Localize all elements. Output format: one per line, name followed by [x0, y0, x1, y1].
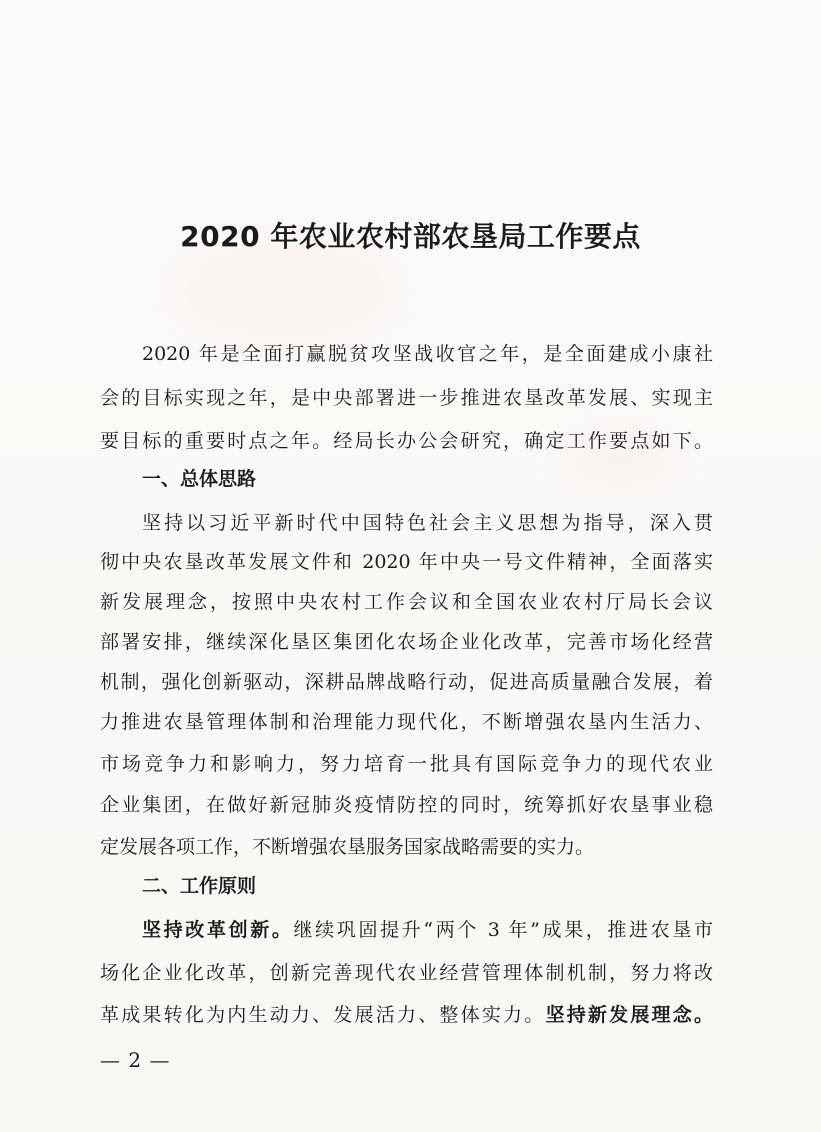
section1-line-8: 企业集团，在做好新冠肺炎疫情防控的同时，统筹抓好农垦事业稳 — [100, 794, 713, 816]
principle-new-development-concept: 坚持新发展理念。 — [545, 1004, 713, 1026]
section-heading-work-principles: 二、工作原则 — [142, 875, 257, 897]
section2-line-3 — [100, 1003, 713, 1027]
intro-line-1: 2020 年是全面打赢脱贫攻坚战收官之年，是全面建成小康社 — [142, 343, 713, 365]
section1-line-9: 定发展各项工作，不断增强农垦服务国家战略需要的实力。 — [100, 836, 595, 858]
section1-line-1: 坚持以习近平新时代中国特色社会主义思想为指导，深入贯 — [142, 512, 713, 534]
section1-line-3: 新发展理念，按照中央农村工作会议和全国农业农村厅局长会议 — [100, 591, 713, 613]
document-title: 2020 年农业农村部农垦局工作要点 — [180, 220, 641, 253]
section1-line-6: 力推进农垦管理体制和治理能力现代化，不断增强农垦内生活力、 — [100, 711, 713, 733]
intro-line-2: 会的目标实现之年，是中央部署进一步推进农垦改革发展、实现主 — [100, 387, 713, 409]
section2-line-1 — [142, 918, 713, 942]
section2-line-2: 场化企业化改革，创新完善现代农业经营管理体制机制，努力将改 — [100, 962, 713, 984]
principle-reform-innovation: 坚持改革创新。 — [142, 919, 294, 941]
section1-line-7: 市场竞争力和影响力，努力培育一批具有国际竞争力的现代农业 — [100, 753, 713, 775]
section1-line-5: 机制，强化创新驱动，深耕品牌战略行动，促进高质量融合发展，着 — [100, 671, 713, 693]
section2-line-3-text: 革成果转化为内生动力、发展活力、整体实力。 — [100, 1004, 546, 1026]
section1-line-2: 彻中央农垦改革发展文件和 2020 年中央一号文件精神，全面落实 — [100, 551, 713, 573]
intro-line-3: 要目标的重要时点之年。经局长办公会研究，确定工作要点如下。 — [100, 430, 713, 452]
section2-line-1-text: 继续巩固提升“两个 3 年”成果，推进农垦市 — [293, 919, 713, 941]
section-heading-overall-approach: 一、总体思路 — [142, 468, 257, 490]
section1-line-4: 部署安排，继续深化垦区集团化农场企业化改革，完善市场化经营 — [100, 631, 713, 653]
page-number: — 2 — — [100, 1048, 171, 1072]
